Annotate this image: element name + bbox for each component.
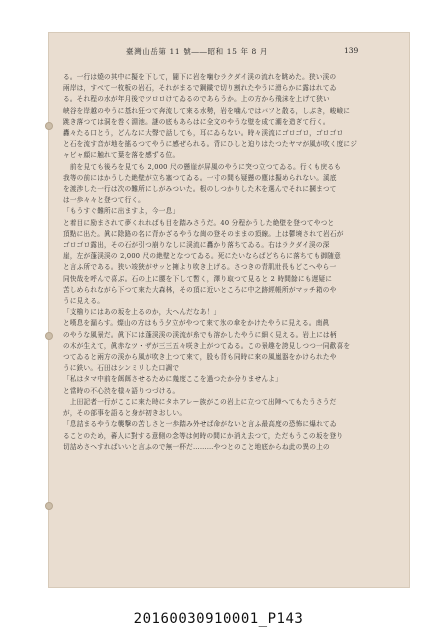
page-number: 139 [344,46,359,55]
text-line: ャビャ顔に触れて葉を落を感ずる位。 [63,151,180,160]
binding-hole [45,502,53,510]
text-line: る。それ程の水が年月後でツロロけてゐるのであらうか。上の方から飛沫を上げて狭い [63,95,330,104]
binding-hole [45,332,53,340]
text-line: つてゐると兩方の渓から風が吹き上つて來て，股も背も同時に來の風嵐器をかけられたや [63,353,337,362]
text-line: 苦しめられながら下つて來た大森林，その頂に近いところに中之跡經帳所がマッチ箱のや [63,285,337,294]
text-line: 頂點に出た。眞に除路の名に背かざるやうな崗の登そのままの頂線。上は鬱境されて岩石が [63,229,344,238]
text-line: を渡渉した一行は次の難所にしがみついた。根のしつかりした木を選んでそれに摑まつて [63,185,337,194]
text-line: 同快哉を呼んで喜ぶ。石の上に腰を下して暫く，澤り取つて見ると 2 時間餘にも遅疑に [63,274,333,283]
text-line: の木が生えて，眞赤なツ・ザが三三五々咲き上がつてゐる。この景趣を誇見しつつ一同歡喜を [63,341,351,350]
text-line: と言ふ所である。狭い竣狹がサッと擁より吹き上げる。さつきの青肌壯長もどこへやら一 [63,263,337,272]
binding-hole [45,122,53,130]
text-line: 轟々たる口とう，どんなに大聲で話しても，耳にゐらない。時々渓流にゴロゴロ，ゴロゴロ [63,129,344,138]
text-line: 「私はタマ中前を餌餌させるために幾度ここを過つたか分りませんよ」 [63,375,282,384]
text-line: ゴロゴロ露出，その石が引つ崩りなしに渓流に轟かり落ちてゐる。右はラクダイ渓の深 [63,241,330,250]
text-line: 跳き落つては洞を巻く淵池。謎の底もあらはに全文のやうな壁を成て潮を造ぎて行く。 [63,117,330,126]
text-line: ることのため，蕃人に對する意側の念等は何時の間にか消え去つて，ただもうこの坂を登り [63,431,344,440]
text-line: 兩岸は，すべて一枚板の岩石，それがまるで鋼鐵で切り割れたやうに滑らかに露はれてゐ [63,84,337,93]
text-line: 峡谷を岸越のやうに基れ狂つて奔流して來る水勢，岩を噛んではバフと散る，しぶき，峻嶮に [63,106,351,115]
text-line: と當時の不心渋を様々語りつづける。 [63,386,180,395]
text-line: うに見える。 [63,297,105,306]
image-caption: 20160030910001_P143 [133,611,304,627]
article-body [63,72,383,453]
text-line: 崖，左が蓬渓渓の 2,000 尺の絶壁となつてゐる。死にたいならばどちらに落ちても御随意 [63,252,341,261]
text-line: と着目に励まされて夢くれればも目を踏みさうだ。40 分程かうした絶壁を登つてやつと [63,218,335,227]
text-line: うに鉄い。石田はシンミリした口調で [63,364,180,373]
text-line: 「支櫓りにはあの坂を上るのか，大へんだなあ！」 [63,308,221,317]
text-line: と石を流す音が地を搖るつてやうに感ぜられる。背にひしと迫りはたつたヤマが風が吹く度にジ [63,140,358,149]
text-line: 前を見ても後ろを見ても 2,000 尺の懸崖が屏風のやうに突つ立つてゐる。行くも戻るも [63,162,342,171]
text-line: と嘆息を漏らす。燦山の方はもう夕立がやつて來て氷の傘をかけたやうに見える。南眞 [63,319,330,328]
text-line: のやうな風景だ。眞下には蓬渓渓の渓流が糸でも溶かしたやうに細く見える。岩上には柄 [63,330,337,339]
text-line: 「もうすぐ難所に出ますよ，今一息」 [63,207,180,216]
text-line: は一歩々々と登つて行く。 [63,196,145,205]
text-line: 我等の前にはかうした絶壁が立ち塞つてゐる。一寸の間も疑懸の塵は擬められない。溪底 [63,173,337,182]
text-line: る。一行は燒の其中に擬を下して，闇下に岩を噛むラクダイ渓の流れを眺めた。狭い渓の [63,73,337,81]
text-line: 上田記者一行がここに來た時にタホアレー族がこの岩上に立つて出陣へてもたうさうだ [63,397,337,406]
text-line: が，その部事を語ると身が初きおしい。 [63,409,187,418]
running-header: 臺灣山岳第 11 號――昭和 15 年 8 月 [126,47,268,56]
text-line: 「息詰まるやうな襲撃の苦しさと一歩踏み外せば命がないと言ふ最高度の恐怖に爆れてゐ [63,420,337,429]
text-line: 切詰めさへすればいいと言ふので無一杯だ………やつとのこと地底からね此の異の上の [63,442,330,451]
